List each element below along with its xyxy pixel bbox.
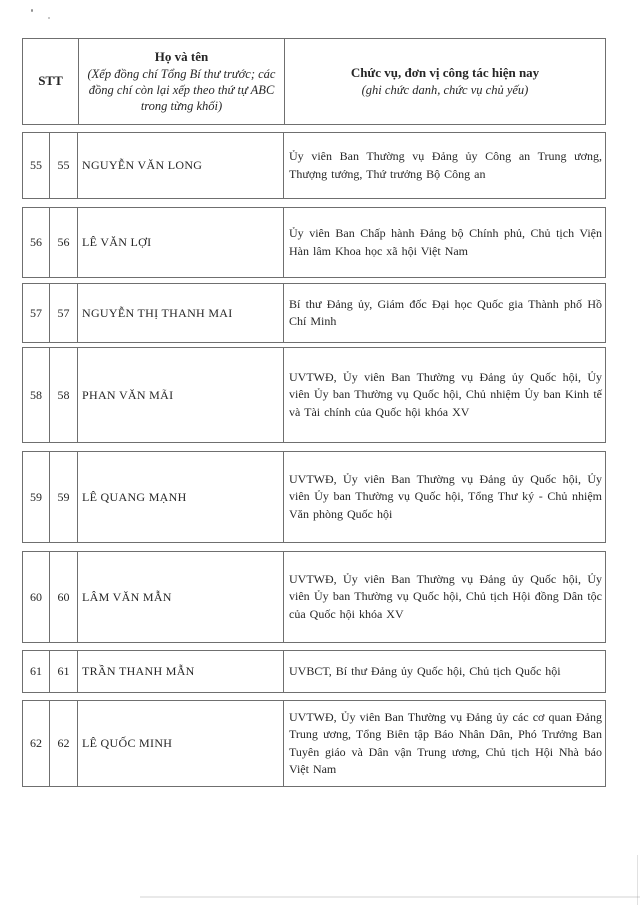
personnel-table [22, 38, 606, 787]
person-position: UVTWĐ, Ủy viên Ban Thường vụ Đảng ủy Quốc hội, Ủy viên Ủy ban Thường vụ Quốc hội, Chủ tịch Hội đồng Dân tộc của Quốc hội khóa XV [289, 572, 602, 621]
person-name: NGUYỄN VĂN LONG [82, 158, 203, 172]
row-number: 60 [30, 589, 42, 604]
person-position: Ủy viên Ban Thường vụ Đảng ủy Công an Trung ương, Thượng tướng, Thứ trưởng Bộ Công an [289, 149, 602, 181]
person-position: UVTWĐ, Ủy viên Ban Thường vụ Đảng ủy Quốc hội, Ủy viên Ủy ban Thường vụ Quốc hội, Tổng Thư ký - Chủ nhiệm Văn phòng Quốc hội [289, 472, 602, 521]
table-row [22, 347, 606, 443]
position-header-subtitle: (ghi chức danh, chức vụ chủ yếu) [361, 83, 529, 98]
row-number: 55 [30, 158, 42, 172]
row-number: 58 [30, 387, 42, 402]
row-number: 57 [30, 305, 42, 320]
person-position: UVTWĐ, Ủy viên Ban Thường vụ Đảng ủy Quốc hội, Ủy viên Ủy ban Thường vụ Quốc hội, Chủ nhiệm Ủy ban Kinh tế và Tài chính của Quốc hội khóa XV [289, 370, 602, 419]
stt-cell [23, 133, 50, 198]
header-cell-stt [23, 39, 79, 124]
person-name: NGUYỄN THỊ THANH MAI [82, 305, 233, 320]
name-cell [78, 348, 284, 442]
row-number: 61 [30, 664, 42, 678]
person-name: LÊ QUANG MẠNH [82, 489, 187, 504]
position-cell [284, 552, 605, 642]
person-position: Ủy viên Ban Chấp hành Đảng bộ Chính phủ, Chủ tịch Viện Hàn lâm Khoa học xã hội Việt Nam [289, 226, 602, 258]
stt-cell [23, 348, 50, 442]
scan-speck [48, 17, 50, 19]
position-cell [284, 701, 605, 786]
stt-cell [23, 284, 50, 342]
name-cell [78, 133, 284, 198]
header-cell-position [285, 39, 605, 124]
table-header-row [22, 38, 606, 125]
row-number: 59 [30, 489, 42, 504]
row-number: 56 [57, 235, 70, 249]
row-number: 62 [30, 736, 42, 750]
stt-cell [23, 452, 50, 542]
row-number: 56 [30, 235, 42, 249]
stt-cell [50, 651, 78, 692]
name-header-subtitle: (Xếp đồng chí Tổng Bí thư trước; các đồng chí còn lại xếp theo thứ tự ABC trong từng khối) [87, 67, 276, 114]
person-position: UVBCT, Bí thư Đảng ủy Quốc hội, Chủ tịch Quốc hội [289, 663, 561, 678]
name-cell [78, 552, 284, 642]
table-row [22, 207, 606, 278]
table-row [22, 283, 606, 343]
stt-cell [23, 651, 50, 692]
row-number: 59 [57, 489, 70, 504]
scan-smudge [637, 855, 638, 905]
position-cell [284, 284, 605, 342]
stt-cell [50, 284, 78, 342]
name-cell [78, 208, 284, 277]
position-cell [284, 651, 605, 692]
stt-cell [50, 701, 78, 786]
stt-cell [50, 208, 78, 277]
row-number: 58 [57, 387, 70, 402]
row-number: 57 [57, 305, 70, 320]
person-name: LÊ VĂN LỢI [82, 235, 152, 249]
position-cell [284, 348, 605, 442]
name-header-title: Họ và tên [154, 48, 209, 64]
person-name: LÊ QUỐC MINH [82, 736, 173, 750]
person-name: TRẦN THANH MẪN [82, 664, 195, 678]
scan-smudge [140, 896, 640, 898]
name-cell [78, 651, 284, 692]
header-cell-name [79, 39, 285, 124]
table-row [22, 650, 606, 693]
position-cell [284, 208, 605, 277]
name-cell [78, 452, 284, 542]
person-name: PHAN VĂN MÃI [82, 387, 174, 402]
row-number: 60 [57, 589, 70, 604]
person-position: Bí thư Đảng ủy, Giám đốc Đại học Quốc gia Thành phố Hồ Chí Minh [289, 296, 602, 328]
position-cell [284, 133, 605, 198]
stt-cell [50, 348, 78, 442]
row-number: 61 [57, 664, 70, 678]
stt-cell [23, 701, 50, 786]
table-row [22, 551, 606, 643]
stt-cell [50, 552, 78, 642]
name-cell [78, 284, 284, 342]
scan-speck [31, 9, 33, 12]
stt-header-label: STT [38, 73, 63, 89]
stt-cell [50, 133, 78, 198]
position-header-title: Chức vụ, đơn vị công tác hiện nay [350, 64, 540, 80]
row-number: 62 [57, 736, 70, 750]
table-row [22, 700, 606, 787]
stt-cell [23, 208, 50, 277]
person-position: UVTWĐ, Ủy viên Ban Thường vụ Đảng ủy các cơ quan Đảng Trung ương, Tổng Biên tập Báo Nhân Dân, Phó Trưởng Ban Tuyên giáo và Dân vận Trung ương, Chủ tịch Hội Nhà báo Việt Nam [289, 710, 602, 776]
person-name: LÂM VĂN MẪN [82, 589, 172, 604]
table-row [22, 132, 606, 199]
table-row [22, 451, 606, 543]
stt-cell [23, 552, 50, 642]
row-number: 55 [57, 158, 70, 172]
name-cell [78, 701, 284, 786]
position-cell [284, 452, 605, 542]
stt-cell [50, 452, 78, 542]
